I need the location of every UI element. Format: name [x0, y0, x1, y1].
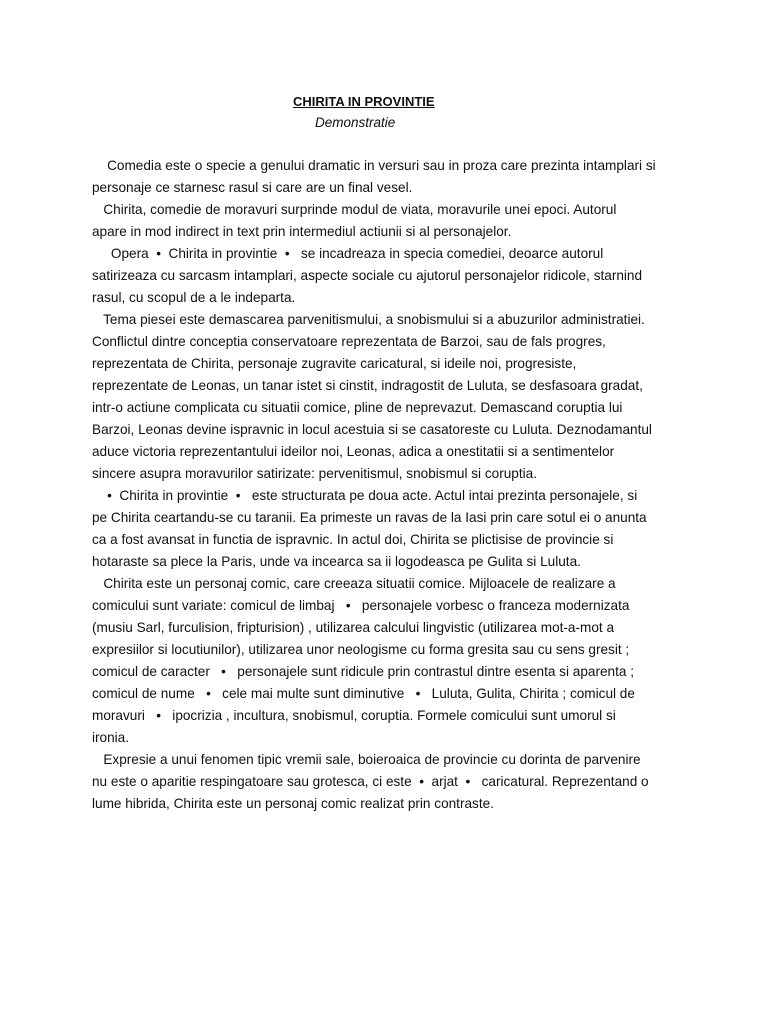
text-line: (musiu Sarl, furculision, fripturision) , utilizarea calcului lingvistic (utilizarea mot-a-mot a: [92, 620, 615, 635]
text-line: satirizeaza cu sarcasm intamplari, aspecte sociale cu ajutorul personajelor ridicole, starnind: [92, 268, 643, 283]
text-line: Opera • Chirita in provintie • se incadreaza in specia comediei, deoarce autorul: [92, 246, 604, 261]
text-line: sincere asupra moravurilor satirizate: pervenitismul, snobismul si coruptia.: [92, 466, 537, 481]
text-line: hotaraste sa plece la Paris, unde va incearca sa ii logodeasca pe Gulita si Luluta.: [92, 554, 581, 569]
text-line: rasul, cu scopul de a le indeparta.: [92, 290, 296, 305]
text-line: moravuri • ipocrizia , incultura, snobismul, coruptia. Formele comicului sunt umorul si: [92, 708, 616, 723]
text-line: ca a fost avansat in functia de ispravnic. In actul doi, Chirita se plictisise de provincie si: [92, 532, 614, 547]
document-subtitle: Demonstratie: [315, 115, 396, 130]
text-line: intr-o actiune complicata cu situatii comice, pline de neprevazut. Demascand coruptia lui: [92, 400, 623, 415]
text-line: apare in mod indirect in text prin intermediul actiunii si al personajelor.: [92, 224, 512, 239]
document-title: CHIRITA IN PROVINTIE: [293, 94, 435, 109]
text-line: reprezentate de Leonas, un tanar istet si cinstit, indragostit de Luluta, se desfasoara gradat,: [92, 378, 643, 393]
text-line: Conflictul dintre conceptia conservatoare reprezentata de Barzoi, sau de fals progres,: [92, 334, 606, 349]
text-line: Tema piesei este demascarea parvenitismului, a snobismului si a abuzurilor administratiei.: [92, 312, 645, 327]
text-line: Chirita este un personaj comic, care creeaza situatii comice. Mijloacele de realizare a: [92, 576, 616, 591]
text-line: pe Chirita ceartandu-se cu taranii. Ea primeste un ravas de la Iasi prin care sotul ei o anunta: [92, 510, 647, 525]
text-line: Expresie a unui fenomen tipic vremii sale, boieroaica de provincie cu dorinta de parvenire: [92, 752, 641, 767]
text-line: aduce victoria reprezentantului ideilor noi, Leonas, adica a onestitatii si a sentimentelor: [92, 444, 615, 459]
text-line: comicul de caracter • personajele sunt ridicule prin contrastul dintre esenta si aparenta ;: [92, 664, 634, 679]
document-body: [92, 155, 712, 815]
text-line: Barzoi, Leonas devine ispravnic in locul acestuia si se casatoreste cu Luluta. Deznodamantul: [92, 422, 652, 437]
text-line: expresiilor si locutiunilor), utilizarea unor neologisme cu forma gresita sau cu sens gresit ;: [92, 642, 630, 657]
text-line: comicului sunt variate: comicul de limbaj • personajele vorbesc o franceza modernizata: [92, 598, 630, 613]
text-line: Chirita, comedie de moravuri surprinde modul de viata, moravurile unei epoci. Autorul: [92, 202, 617, 217]
text-line: ironia.: [92, 730, 130, 745]
text-line: nu este o aparitie respingatoare sau grotesca, ci este • arjat • caricatural. Reprezentand o: [92, 774, 649, 789]
text-line: personaje ce starnesc rasul si care are un final vesel.: [92, 180, 413, 195]
text-line: comicul de nume • cele mai multe sunt diminutive • Luluta, Gulita, Chirita ; comicul de: [92, 686, 635, 701]
text-line: Comedia este o specie a genului dramatic in versuri sau in proza care prezinta intamplari si: [92, 158, 656, 173]
text-line: • Chirita in provintie • este structurata pe doua acte. Actul intai prezinta personajele, si: [92, 488, 638, 503]
text-line: lume hibrida, Chirita este un personaj comic realizat prin contraste.: [92, 796, 494, 811]
text-line: reprezentata de Chirita, personaje zugravite caricatural, si ideile noi, progresiste,: [92, 356, 577, 371]
